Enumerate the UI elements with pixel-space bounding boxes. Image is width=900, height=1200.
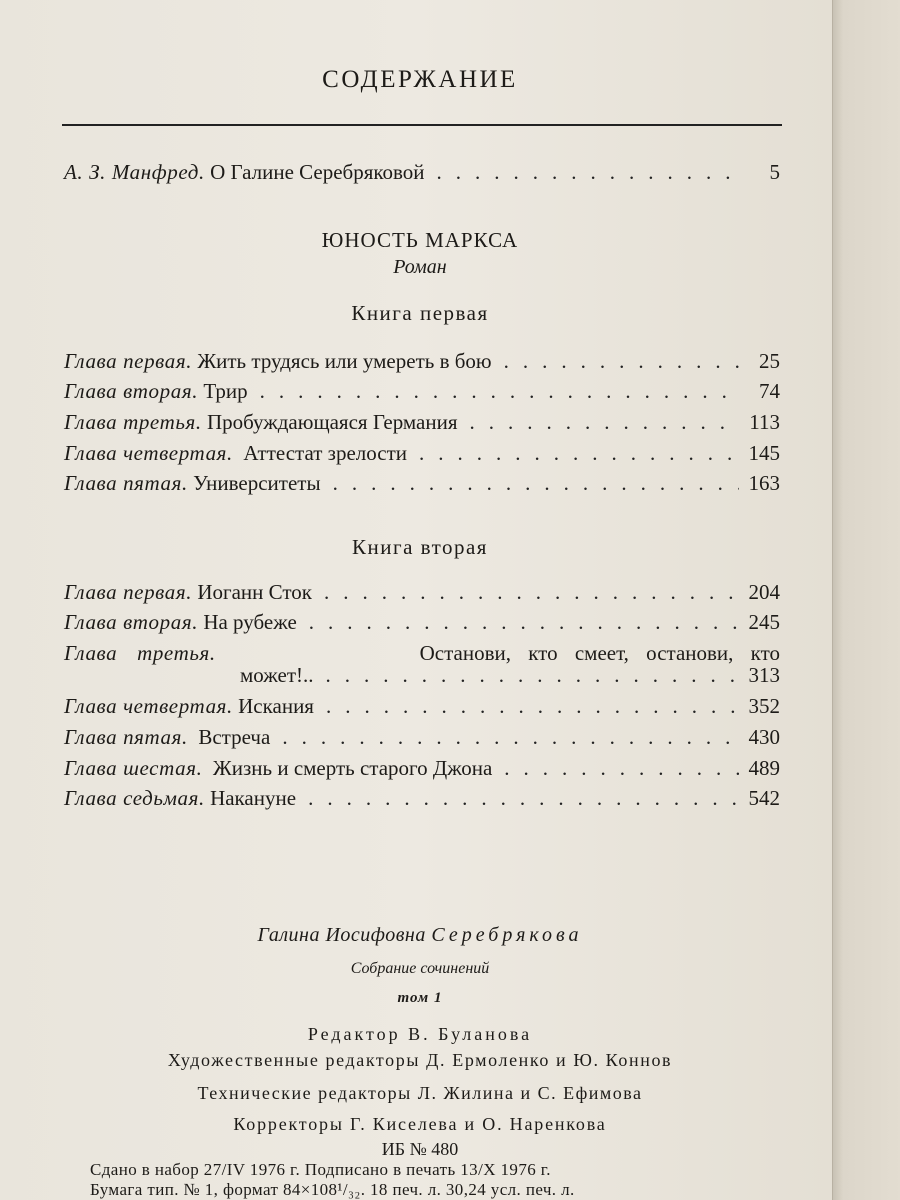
chapter-name: Глава третья. (64, 641, 216, 665)
chapter-name: Глава вторая. (64, 610, 199, 634)
toc-row[interactable] (64, 379, 780, 409)
toc-row[interactable] (64, 725, 780, 755)
chapter-title: Накануне (210, 786, 297, 810)
leader-dots (437, 160, 740, 185)
intro-label: О Галине Серебряковой (210, 160, 425, 184)
toc-row[interactable] (64, 694, 780, 724)
chapter-name: Глава четвертая. (64, 441, 233, 465)
ib-number: ИБ № 480 (381, 1139, 459, 1159)
tech-editors-text: Технические редакторы Л. Жилина и С. Ефимова (197, 1083, 643, 1103)
page-number: 542 (748, 786, 780, 810)
proofreaders-credit (0, 1114, 840, 1135)
chapter-name: Глава седьмая. (64, 786, 205, 810)
editor-credit (0, 1024, 840, 1045)
author-first-names: Галина Иосифовна (257, 924, 426, 946)
intro-author: А. З. Манфред. (64, 160, 205, 184)
chapter-title: Трир (203, 379, 248, 403)
editor-text: Редактор В. Буланова (307, 1024, 533, 1044)
chapter-name: Глава первая. (64, 580, 193, 604)
page-number: 313 (748, 663, 780, 687)
leader-dots (326, 663, 739, 688)
book2-heading: Книга вторая (352, 535, 488, 559)
page-number: 245 (748, 610, 780, 634)
chapter-title: Жизнь и смерть старого Джона (212, 756, 493, 780)
chapter-name: Глава пятая. (64, 471, 188, 495)
leader-dots (324, 580, 739, 605)
page-number: 163 (748, 471, 780, 495)
toc-row[interactable] (64, 786, 780, 816)
page-number: 25 (759, 349, 780, 373)
toc-row[interactable] (64, 441, 780, 471)
chapter-name: Глава четвертая. (64, 694, 233, 718)
page-number: 5 (769, 160, 780, 184)
leader-dots (309, 610, 739, 635)
leader-dots (308, 786, 738, 811)
proofreaders-text: Корректоры Г. Киселева и О. Наренкова (233, 1114, 607, 1134)
imprint-author (0, 924, 840, 947)
leader-dots (326, 694, 739, 719)
chapter-title: Пробуждающаяся Германия (206, 410, 458, 434)
chapter-title: Иоганн Сток (197, 580, 312, 604)
tech-editors-credit (0, 1083, 840, 1104)
toc-row[interactable] (64, 349, 780, 379)
toc-row-continuation[interactable] (240, 663, 780, 693)
chapter-name: Глава первая. (64, 349, 193, 373)
page-number: 430 (748, 725, 780, 749)
page-number: 113 (749, 410, 780, 434)
print-details-line2: Бумага тип. № 1, формат 84×108¹/₃₂. 18 печ. л. 30,24 усл. печ. л. (90, 1180, 575, 1199)
toc-row[interactable] (64, 756, 780, 786)
chapter-name: Глава третья. (64, 410, 202, 434)
chapter-name: Глава шестая. (64, 756, 203, 780)
page-number: 352 (748, 694, 780, 718)
chapter-title: Университеты (193, 471, 321, 495)
toc-row[interactable] (64, 471, 780, 501)
leader-dots (504, 756, 738, 781)
facing-page-edge (832, 0, 900, 1200)
leader-dots (469, 410, 739, 435)
page-number: 145 (748, 441, 780, 465)
chapter-title: На рубеже (203, 610, 297, 634)
toc-row-intro[interactable] (64, 160, 780, 190)
chapter-title: Искания (238, 694, 314, 718)
chapter-name: Глава вторая. (64, 379, 199, 403)
volume-label: том 1 (397, 990, 443, 1006)
chapter-title: Встреча (198, 725, 271, 749)
page-number: 489 (748, 756, 780, 780)
chapter-title: Останови, кто смеет, останови, кто (419, 641, 780, 665)
toc-row[interactable] (64, 410, 780, 440)
novel-subtitle: Роман (393, 256, 447, 278)
page-number: 204 (748, 580, 780, 604)
art-editors-credit (0, 1050, 840, 1071)
author-surname: Серебрякова (431, 924, 583, 946)
chapter-title-cont: может!.. (240, 663, 314, 687)
chapter-title: Жить трудясь или умереть в бою (197, 349, 492, 373)
chapter-title: Аттестат зрелости (243, 441, 408, 465)
chapter-name: Глава пятая. (64, 725, 188, 749)
leader-dots (419, 441, 738, 466)
contents-title: СОДЕРЖАНИЕ (322, 66, 518, 93)
toc-row[interactable] (64, 580, 780, 610)
novel-title: ЮНОСТЬ МАРКСА (321, 228, 519, 252)
leader-dots (282, 725, 738, 750)
leader-dots (260, 379, 740, 404)
toc-row[interactable] (64, 610, 780, 640)
page-number: 74 (759, 379, 780, 403)
title-rule (62, 124, 782, 126)
book1-heading: Книга первая (351, 301, 489, 325)
leader-dots (333, 471, 739, 496)
collection-title: Собрание сочинений (350, 960, 490, 977)
art-editors-text: Художественные редакторы Д. Ермоленко и Ю. Коннов (167, 1050, 673, 1070)
leader-dots (504, 349, 740, 374)
print-details-line1: Сдано в набор 27/IV 1976 г. Подписано в печать 13/X 1976 г. (90, 1160, 551, 1179)
